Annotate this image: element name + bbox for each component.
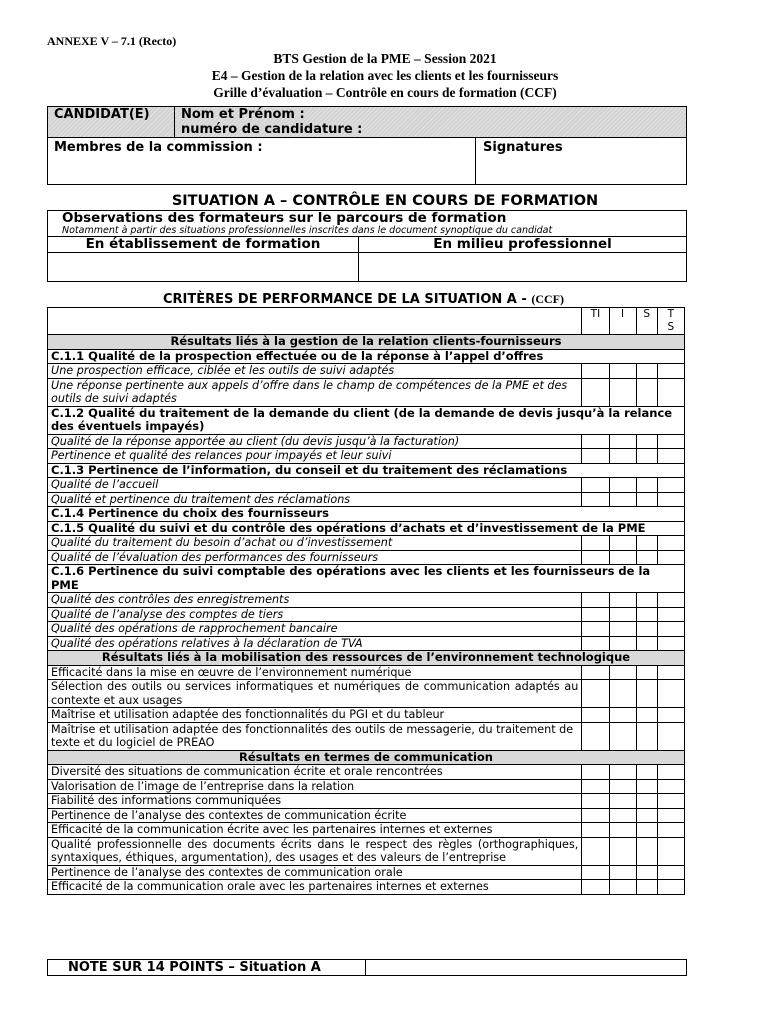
indicator-row [48,550,685,565]
indicator-row [48,607,685,622]
indicator-text: Qualité des opérations de rapprochement bancaire [48,622,582,637]
score-cell-ts[interactable] [657,794,684,809]
indicator-text: Qualité des contrôles des enregistrements [48,593,582,608]
score-cell-ti[interactable] [582,880,609,895]
criterion-row [48,463,685,478]
score-cell-s[interactable] [636,636,657,651]
indicator-text: Pertinence de l’analyse des contextes de communication orale [48,865,582,880]
header-line-1: BTS Gestion de la PME – Session 2021 [273,51,497,66]
score-cell-i[interactable] [609,865,636,880]
score-cell-ti[interactable] [582,593,609,608]
score-cell-ti[interactable] [582,434,609,449]
score-cell-s[interactable] [636,779,657,794]
score-cell-s[interactable] [636,378,657,406]
indicator-row [48,823,685,838]
score-cell-s[interactable] [636,823,657,838]
indicator-row [48,622,685,637]
note-label: NOTE SUR 14 POINTS – Situation A [48,960,366,976]
score-cell-s[interactable] [636,708,657,723]
score-cell-s[interactable] [636,478,657,493]
indicator-row [48,794,685,809]
score-cell-ti[interactable] [582,536,609,551]
indicator-text: Une réponse pertinente aux appels d’offre dans le champ de compétences de la PME et des outils de suivi adaptés [48,378,582,406]
section-title: Résultats liés à la gestion de la relation clients-fournisseurs [48,335,685,350]
score-cell-ts[interactable] [657,708,684,723]
obs-etablissement-input[interactable] [48,253,359,282]
score-cell-s[interactable] [636,765,657,780]
indicator-row [48,722,685,750]
number-label: numéro de candidature : [181,122,363,137]
commission-cell[interactable] [48,138,476,185]
score-cell-i[interactable] [609,636,636,651]
score-cell-i[interactable] [609,808,636,823]
scale-header-empty [48,308,582,335]
score-cell-i[interactable] [609,680,636,708]
criterion-title: C.1.5 Qualité du suivi et du contrôle des opérations d’achats et d’investissement de la PME [48,521,685,536]
indicator-row [48,449,685,464]
score-cell-i[interactable] [609,434,636,449]
score-cell-ti[interactable] [582,622,609,637]
score-cell-ts[interactable] [657,680,684,708]
observations-subtitle: Notamment à partir des situations professionnelles inscrites dans le document synoptique du candidat [62,225,553,236]
score-cell-s[interactable] [636,794,657,809]
score-cell-i[interactable] [609,722,636,750]
indicator-row [48,665,685,680]
indicator-row [48,536,685,551]
score-cell-s[interactable] [636,865,657,880]
score-cell-ts[interactable] [657,378,684,406]
score-cell-i[interactable] [609,665,636,680]
header-line-2: E4 – Gestion de la relation avec les clients et les fournisseurs [211,68,559,83]
candidate-name-cell[interactable] [175,107,687,138]
header-line-3: Grille d’évaluation – Contrôle en cours de formation (CCF) [213,85,557,100]
score-cell-s[interactable] [636,622,657,637]
score-cell-ts[interactable] [657,779,684,794]
score-cell-ts[interactable] [657,880,684,895]
score-cell-s[interactable] [636,722,657,750]
score-cell-ts[interactable] [657,478,684,493]
indicator-text: Maîtrise et utilisation adaptée des fonctionnalités des outils de messagerie, du traitement de texte et du logiciel de PREAO [48,722,582,750]
criterion-title: C.1.3 Pertinence de l’information, du conseil et du traitement des réclamations [48,463,685,478]
col-etablissement: En établissement de formation [48,237,359,253]
score-cell-i[interactable] [609,364,636,379]
indicator-row [48,378,685,406]
criterion-title: C.1.6 Pertinence du suivi comptable des opérations avec les clients et les fournisseurs de la PME [48,565,685,593]
criteria-table [47,307,685,895]
section-row [48,335,685,350]
indicator-text: Valorisation de l’image de l’entreprise dans la relation [48,779,582,794]
indicator-text: Une prospection efficace, ciblée et les outils de suivi adaptés [48,364,582,379]
criterion-row [48,507,685,522]
indicator-text: Maîtrise et utilisation adaptée des fonctionnalités du PGI et du tableur [48,708,582,723]
score-cell-s[interactable] [636,550,657,565]
score-cell-s[interactable] [636,837,657,865]
score-cell-i[interactable] [609,593,636,608]
criteria-title-ccf: (CCF) [531,292,564,306]
indicator-row [48,880,685,895]
score-cell-ts[interactable] [657,622,684,637]
indicator-row [48,593,685,608]
indicator-text: Fiabilité des informations communiquées [48,794,582,809]
indicator-row [48,680,685,708]
score-cell-ts[interactable] [657,765,684,780]
score-cell-ts[interactable] [657,449,684,464]
score-cell-i[interactable] [609,794,636,809]
section-row [48,651,685,666]
indicator-text: Qualité et pertinence du traitement des réclamations [48,492,582,507]
score-cell-ts[interactable] [657,364,684,379]
score-cell-i[interactable] [609,607,636,622]
score-cell-s[interactable] [636,680,657,708]
score-cell-ti[interactable] [582,478,609,493]
score-cell-ts[interactable] [657,865,684,880]
indicator-text: Qualité professionnelle des documents écrits dans le respect des règles (orthographiques, syntaxiques, éthiques, argumentation), des usages et des valeurs de l’entreprise [48,837,582,865]
score-cell-ts[interactable] [657,823,684,838]
indicator-text: Pertinence et qualité des relances pour impayés et leur suivi [48,449,582,464]
score-cell-ti[interactable] [582,779,609,794]
score-cell-s[interactable] [636,364,657,379]
obs-milieu-pro-input[interactable] [359,253,687,282]
indicator-row [48,837,685,865]
score-cell-ti[interactable] [582,808,609,823]
score-cell-i[interactable] [609,492,636,507]
criterion-title: C.1.4 Pertinence du choix des fournisseurs [48,507,685,522]
scale-label-1: I [609,308,636,335]
score-cell-i[interactable] [609,550,636,565]
score-cell-ti[interactable] [582,449,609,464]
indicator-text: Sélection des outils ou services informatiques et numériques de communication adaptés au contexte et aux usages [48,680,582,708]
criteria-title-text: CRITÈRES DE PERFORMANCE DE LA SITUATION A - [163,292,527,307]
score-cell-ti[interactable] [582,550,609,565]
score-cell-ts[interactable] [657,837,684,865]
col-milieu-pro: En milieu professionnel [359,237,687,253]
observations-header [48,211,687,237]
score-cell-i[interactable] [609,449,636,464]
indicator-row [48,636,685,651]
score-cell-s[interactable] [636,434,657,449]
score-cell-ts[interactable] [657,808,684,823]
note-table [47,959,687,976]
score-cell-s[interactable] [636,880,657,895]
score-cell-ts[interactable] [657,434,684,449]
indicator-row [48,765,685,780]
criterion-row [48,406,685,434]
score-cell-ti[interactable] [582,680,609,708]
signatures-label: Signatures [483,140,563,155]
score-cell-s[interactable] [636,492,657,507]
score-cell-i[interactable] [609,779,636,794]
observations-title: Observations des formateurs sur le parcours de formation [62,210,507,226]
score-cell-ti[interactable] [582,794,609,809]
indicator-text: Qualité de l’analyse des comptes de tiers [48,607,582,622]
score-cell-i[interactable] [609,378,636,406]
score-cell-i[interactable] [609,708,636,723]
score-cell-ts[interactable] [657,536,684,551]
criteria-title [163,292,564,307]
score-cell-s[interactable] [636,536,657,551]
criterion-row [48,521,685,536]
indicator-text: Efficacité de la communication écrite avec les partenaires internes et externes [48,823,582,838]
indicator-row [48,808,685,823]
indicator-text: Qualité de la réponse apportée au client (du devis jusqu’à la facturation) [48,434,582,449]
score-cell-ti[interactable] [582,865,609,880]
scale-header-row [48,308,685,335]
score-cell-i[interactable] [609,478,636,493]
indicator-text: Qualité de l’accueil [48,478,582,493]
commission-label: Membres de la commission : [54,140,263,155]
score-cell-ts[interactable] [657,550,684,565]
score-cell-ts[interactable] [657,665,684,680]
section-row [48,750,685,765]
indicator-text: Efficacité dans la mise en œuvre de l’environnement numérique [48,665,582,680]
indicator-text: Qualité des opérations relatives à la déclaration de TVA [48,636,582,651]
score-cell-i[interactable] [609,536,636,551]
score-cell-ts[interactable] [657,607,684,622]
indicator-text: Qualité du traitement du besoin d’achat ou d’investissement [48,536,582,551]
score-cell-s[interactable] [636,449,657,464]
indicator-row [48,708,685,723]
score-cell-ti[interactable] [582,636,609,651]
score-cell-ti[interactable] [582,823,609,838]
score-cell-s[interactable] [636,808,657,823]
score-cell-ti[interactable] [582,492,609,507]
document-header [0,50,770,101]
score-cell-s[interactable] [636,607,657,622]
indicator-text: Diversité des situations de communication écrite et orale rencontrées [48,765,582,780]
observations-table [47,210,687,282]
criterion-row [48,349,685,364]
score-cell-ti[interactable] [582,378,609,406]
scale-label-0: TI [582,308,609,335]
score-cell-s[interactable] [636,593,657,608]
score-cell-ts[interactable] [657,593,684,608]
candidate-table [47,106,687,185]
score-cell-i[interactable] [609,622,636,637]
score-cell-ti[interactable] [582,708,609,723]
score-cell-ti[interactable] [582,364,609,379]
signatures-cell[interactable] [476,138,687,185]
indicator-row [48,779,685,794]
indicator-row [48,492,685,507]
criterion-title: C.1.1 Qualité de la prospection effectuée ou de la réponse à l’appel d’offres [48,349,685,364]
score-cell-ti[interactable] [582,765,609,780]
score-cell-i[interactable] [609,880,636,895]
indicator-row [48,434,685,449]
indicator-row [48,364,685,379]
candidate-label: CANDIDAT(E) [48,107,175,138]
situation-title: SITUATION A – CONTRÔLE EN COURS DE FORMATION [171,193,599,209]
criterion-title: C.1.2 Qualité du traitement de la demande du client (de la demande de devis jusqu’à la relance des éventuels impayés) [48,406,685,434]
section-title: Résultats en termes de communication [48,750,685,765]
criterion-row [48,565,685,593]
annexe-label: ANNEXE V – 7.1 (Recto) [47,34,177,48]
score-cell-ts[interactable] [657,636,684,651]
score-cell-ti[interactable] [582,665,609,680]
scale-label-2: S [636,308,657,335]
score-cell-i[interactable] [609,837,636,865]
name-label: Nom et Prénom : [181,107,305,122]
score-cell-ti[interactable] [582,837,609,865]
indicator-row [48,478,685,493]
score-cell-i[interactable] [609,765,636,780]
score-cell-ti[interactable] [582,607,609,622]
indicator-text: Efficacité de la communication orale avec les partenaires internes et externes [48,880,582,895]
indicator-row [48,865,685,880]
score-cell-ts[interactable] [657,492,684,507]
score-cell-ti[interactable] [582,722,609,750]
note-input[interactable] [366,960,687,976]
score-cell-i[interactable] [609,823,636,838]
score-cell-ts[interactable] [657,722,684,750]
scale-label-3: T S [657,308,684,335]
section-title: Résultats liés à la mobilisation des ressources de l’environnement technologique [48,651,685,666]
score-cell-s[interactable] [636,665,657,680]
indicator-text: Pertinence de l’analyse des contextes de communication écrite [48,808,582,823]
indicator-text: Qualité de l’évaluation des performances des fournisseurs [48,550,582,565]
